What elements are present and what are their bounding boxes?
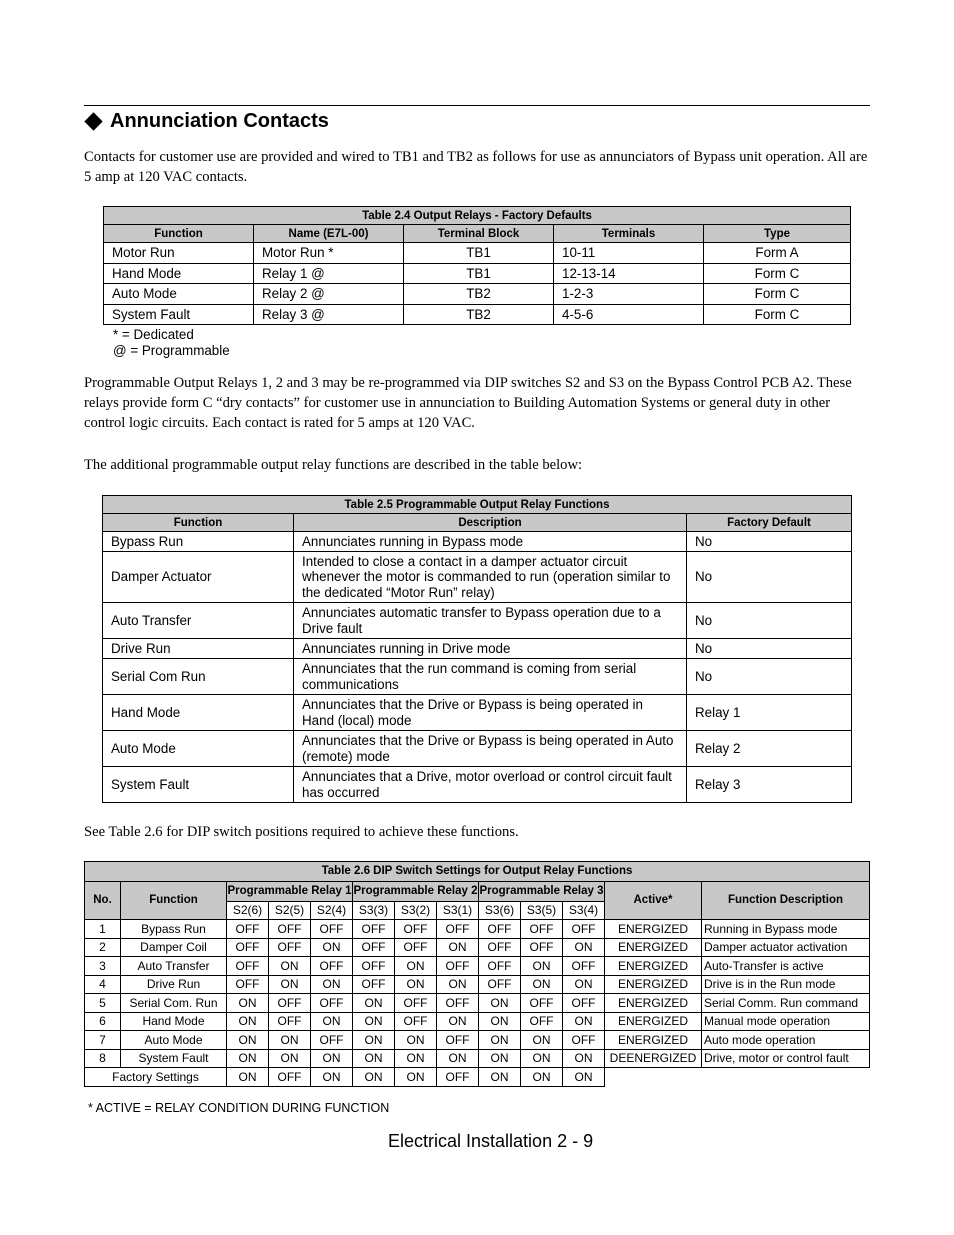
empty-cell: [702, 1068, 870, 1087]
factory-cell: ON: [311, 1068, 353, 1087]
switch-cell: OFF: [437, 1031, 479, 1050]
column-header-relay2: Programmable Relay 2: [353, 882, 479, 902]
column-header: Terminal Block: [404, 225, 554, 243]
switch-cell: OFF: [227, 920, 269, 939]
switch-cell: ON: [479, 1031, 521, 1050]
switch-cell: ON: [395, 1031, 437, 1050]
switch-cell: OFF: [311, 1031, 353, 1050]
switch-cell: OFF: [395, 1012, 437, 1031]
cell-description: Damper actuator activation: [702, 938, 870, 957]
table-row: [104, 263, 851, 284]
cell-function: Auto Mode: [104, 284, 254, 305]
column-header: Function: [104, 225, 254, 243]
switch-cell: OFF: [563, 957, 605, 976]
cell-number: 3: [85, 957, 121, 976]
cell-active: DEENERGIZED: [605, 1049, 702, 1068]
switch-header: S3(6): [479, 902, 521, 920]
dip-switch-rows: [85, 920, 870, 1068]
cell-type: Form C: [704, 284, 851, 305]
switch-cell: OFF: [227, 975, 269, 994]
table-row: [85, 938, 870, 957]
table-row: [85, 920, 870, 939]
column-header-description: Function Description: [702, 882, 870, 920]
switch-cell: ON: [269, 975, 311, 994]
cell-terminal-block: TB2: [404, 284, 554, 305]
cell-function: Auto Transfer: [121, 957, 227, 976]
cell-function: System Fault: [121, 1049, 227, 1068]
cell-function: Serial Com. Run: [121, 994, 227, 1013]
switch-cell: ON: [353, 1012, 395, 1031]
cell-number: 7: [85, 1031, 121, 1050]
switch-cell: OFF: [353, 975, 395, 994]
factory-settings-label: Factory Settings: [85, 1068, 227, 1087]
switch-cell: ON: [269, 1031, 311, 1050]
cell-number: 6: [85, 1012, 121, 1031]
switch-cell: ON: [353, 1049, 395, 1068]
cell-description: Intended to close a contact in a damper actuator circuit whenever the motor is commanded to run (operation similar to the dedicated “Motor Run” relay): [294, 552, 687, 603]
table-row: [104, 284, 851, 305]
switch-cell: ON: [479, 1012, 521, 1031]
cell-description: Manual mode operation: [702, 1012, 870, 1031]
column-header: Function: [103, 514, 294, 532]
column-header-active: Active*: [605, 882, 702, 920]
switch-cell: ON: [311, 975, 353, 994]
switch-cell: ON: [227, 994, 269, 1013]
cell-function: System Fault: [104, 304, 254, 325]
table-row: [104, 243, 851, 264]
cell-number: 4: [85, 975, 121, 994]
cell-function: System Fault: [103, 767, 294, 803]
column-header: Name (E7L-00): [254, 225, 404, 243]
note-programmable: @ = Programmable: [113, 343, 230, 358]
switch-cell: OFF: [563, 994, 605, 1013]
cell-active: ENERGIZED: [605, 1012, 702, 1031]
cell-terminals: 10-11: [554, 243, 704, 264]
cell-description: Annunciates that a Drive, motor overload or control circuit fault has occurred: [294, 767, 687, 803]
switch-cell: ON: [437, 975, 479, 994]
cell-function: Bypass Run: [103, 532, 294, 552]
header-rule: [84, 105, 870, 106]
switch-cell: ON: [227, 1049, 269, 1068]
cell-default: Relay 3: [687, 767, 852, 803]
switch-cell: ON: [437, 1049, 479, 1068]
cell-active: ENERGIZED: [605, 957, 702, 976]
table-row: [103, 731, 852, 767]
table-row: [85, 975, 870, 994]
cell-type: Form C: [704, 263, 851, 284]
switch-cell: OFF: [395, 938, 437, 957]
switch-cell: OFF: [311, 994, 353, 1013]
cell-function: Drive Run: [121, 975, 227, 994]
cell-terminals: 1-2-3: [554, 284, 704, 305]
factory-cell: OFF: [269, 1068, 311, 1087]
switch-cell: ON: [395, 1049, 437, 1068]
factory-cell: ON: [227, 1068, 269, 1087]
switch-cell: OFF: [269, 920, 311, 939]
switch-cell: OFF: [353, 938, 395, 957]
cell-function: Motor Run: [104, 243, 254, 264]
switch-cell: OFF: [521, 994, 563, 1013]
switch-cell: ON: [353, 994, 395, 1013]
page-footer: Electrical Installation 2 - 9: [388, 1131, 594, 1151]
column-header-no: No.: [85, 882, 121, 920]
switch-cell: OFF: [437, 994, 479, 1013]
output-relays-table: [103, 206, 851, 325]
switch-cell: ON: [563, 1049, 605, 1068]
cell-default: No: [687, 532, 852, 552]
switch-header: S3(3): [353, 902, 395, 920]
switch-cell: ON: [563, 1012, 605, 1031]
cell-description: Annunciates running in Drive mode: [294, 639, 687, 659]
cell-name: Relay 3 @: [254, 304, 404, 325]
cell-description: Annunciates automatic transfer to Bypass operation due to a Drive fault: [294, 603, 687, 639]
table-caption: Table 2.6 DIP Switch Settings for Output Relay Functions: [85, 862, 870, 882]
switch-cell: ON: [521, 1049, 563, 1068]
column-header: Description: [294, 514, 687, 532]
table-row: [85, 1012, 870, 1031]
column-header-relay3: Programmable Relay 3: [479, 882, 605, 902]
cell-type: Form C: [704, 304, 851, 325]
cell-description: Auto mode operation: [702, 1031, 870, 1050]
cell-description: Annunciates that the run command is coming from serial communications: [294, 659, 687, 695]
switch-cell: OFF: [479, 957, 521, 976]
diamond-bullet-icon: [84, 112, 102, 130]
cell-name: Motor Run *: [254, 243, 404, 264]
cell-active: ENERGIZED: [605, 1031, 702, 1050]
table-notes: [113, 327, 230, 359]
cell-number: 2: [85, 938, 121, 957]
column-header: Factory Default: [687, 514, 852, 532]
cell-active: ENERGIZED: [605, 938, 702, 957]
switch-cell: ON: [269, 957, 311, 976]
dip-switch-table: [84, 861, 870, 1087]
table-row: [103, 552, 852, 603]
cell-number: 5: [85, 994, 121, 1013]
cell-default: Relay 1: [687, 695, 852, 731]
switch-cell: ON: [563, 975, 605, 994]
switch-cell: ON: [395, 975, 437, 994]
cell-description: Serial Comm. Run command: [702, 994, 870, 1013]
switch-cell: OFF: [479, 975, 521, 994]
column-header-relay1: Programmable Relay 1: [227, 882, 353, 902]
cell-description: Drive is in the Run mode: [702, 975, 870, 994]
table-row: [103, 659, 852, 695]
switch-cell: OFF: [437, 957, 479, 976]
cell-function: Auto Transfer: [103, 603, 294, 639]
factory-settings-row: [85, 1068, 870, 1087]
section-heading: [84, 110, 329, 133]
switch-header: S3(2): [395, 902, 437, 920]
empty-cell: [605, 1068, 702, 1087]
switch-cell: OFF: [269, 938, 311, 957]
cell-default: No: [687, 639, 852, 659]
cell-active: ENERGIZED: [605, 975, 702, 994]
cell-function: Hand Mode: [104, 263, 254, 284]
switch-cell: OFF: [395, 920, 437, 939]
cell-default: No: [687, 659, 852, 695]
section-title: Annunciation Contacts: [110, 110, 329, 132]
cell-description: Annunciates that the Drive or Bypass is being operated in Auto (remote) mode: [294, 731, 687, 767]
switch-cell: OFF: [563, 1031, 605, 1050]
cell-type: Form A: [704, 243, 851, 264]
switch-cell: ON: [479, 994, 521, 1013]
switch-header: S3(4): [563, 902, 605, 920]
cell-terminals: 4-5-6: [554, 304, 704, 325]
cell-function: Hand Mode: [103, 695, 294, 731]
cell-description: Annunciates that the Drive or Bypass is being operated in Hand (local) mode: [294, 695, 687, 731]
table-row: [103, 767, 852, 803]
column-header: Type: [704, 225, 851, 243]
cell-terminal-block: TB1: [404, 243, 554, 264]
switch-cell: OFF: [521, 938, 563, 957]
programmable-paragraph: Programmable Output Relays 1, 2 and 3 may be re-programmed via DIP switches S2 and S3 on the Bypass Control PCB A2. These relays provide form C “dry contacts” for customer use in annunciation to Building Automation Systems or general duty in other control logic circuits. Each contact is rated for 5 amps at 120 VAC.: [84, 375, 852, 431]
switch-cell: OFF: [311, 920, 353, 939]
switch-cell: ON: [395, 957, 437, 976]
switch-cell: ON: [269, 1049, 311, 1068]
switch-cell: OFF: [521, 1012, 563, 1031]
table-row: [103, 603, 852, 639]
cell-terminals: 12-13-14: [554, 263, 704, 284]
switch-cell: OFF: [353, 957, 395, 976]
switch-header: S3(5): [521, 902, 563, 920]
table-row: [85, 1049, 870, 1068]
switch-header: S2(5): [269, 902, 311, 920]
see-table-paragraph: See Table 2.6 for DIP switch positions required to achieve these functions.: [84, 824, 519, 840]
switch-cell: OFF: [353, 920, 395, 939]
factory-cell: OFF: [437, 1068, 479, 1087]
table-row: [103, 695, 852, 731]
switch-cell: ON: [311, 1012, 353, 1031]
switch-cell: ON: [479, 1049, 521, 1068]
table-row: [103, 532, 852, 552]
switch-cell: ON: [521, 975, 563, 994]
note-dedicated: * = Dedicated: [113, 327, 194, 342]
cell-description: Auto-Transfer is active: [702, 957, 870, 976]
switch-cell: ON: [311, 938, 353, 957]
table-caption: Table 2.4 Output Relays - Factory Defaults: [104, 207, 851, 225]
switch-cell: OFF: [227, 938, 269, 957]
column-header: Terminals: [554, 225, 704, 243]
column-header-function: Function: [121, 882, 227, 920]
switch-cell: OFF: [563, 920, 605, 939]
cell-function: Serial Com Run: [103, 659, 294, 695]
cell-description: Running in Bypass mode: [702, 920, 870, 939]
cell-function: Auto Mode: [103, 731, 294, 767]
cell-function: Bypass Run: [121, 920, 227, 939]
switch-header: S3(1): [437, 902, 479, 920]
cell-function: Drive Run: [103, 639, 294, 659]
switch-cell: OFF: [479, 938, 521, 957]
cell-function: Hand Mode: [121, 1012, 227, 1031]
cell-function: Damper Coil: [121, 938, 227, 957]
factory-cell: ON: [563, 1068, 605, 1087]
switch-cell: ON: [311, 1049, 353, 1068]
table-row: [85, 957, 870, 976]
switch-cell: OFF: [311, 957, 353, 976]
switch-cell: ON: [521, 957, 563, 976]
cell-active: ENERGIZED: [605, 920, 702, 939]
cell-default: Relay 2: [687, 731, 852, 767]
cell-number: 8: [85, 1049, 121, 1068]
factory-cell: ON: [521, 1068, 563, 1087]
switch-cell: ON: [227, 1012, 269, 1031]
switch-cell: OFF: [269, 994, 311, 1013]
cell-description: Annunciates running in Bypass mode: [294, 532, 687, 552]
switch-cell: ON: [521, 1031, 563, 1050]
table-caption: Table 2.5 Programmable Output Relay Functions: [103, 496, 852, 514]
switch-header: S2(6): [227, 902, 269, 920]
intro-paragraph: Contacts for customer use are provided and wired to TB1 and TB2 as follows for use as annunciators of Bypass unit operation. All are 5 amp at 120 VAC contacts.: [84, 149, 868, 185]
factory-cell: ON: [353, 1068, 395, 1087]
factory-cell: ON: [479, 1068, 521, 1087]
cell-default: No: [687, 552, 852, 603]
switch-header: S2(4): [311, 902, 353, 920]
cell-name: Relay 2 @: [254, 284, 404, 305]
cell-number: 1: [85, 920, 121, 939]
table-row: [104, 304, 851, 325]
factory-cell: ON: [395, 1068, 437, 1087]
cell-function: Auto Mode: [121, 1031, 227, 1050]
switch-cell: ON: [227, 1031, 269, 1050]
cell-function: Damper Actuator: [103, 552, 294, 603]
cell-terminal-block: TB1: [404, 263, 554, 284]
switch-cell: ON: [437, 1012, 479, 1031]
switch-cell: ON: [353, 1031, 395, 1050]
switch-cell: OFF: [269, 1012, 311, 1031]
cell-description: Drive, motor or control fault: [702, 1049, 870, 1068]
switch-cell: OFF: [227, 957, 269, 976]
table-row: [85, 994, 870, 1013]
active-footnote: * ACTIVE = RELAY CONDITION DURING FUNCTION: [88, 1101, 390, 1115]
switch-cell: OFF: [521, 920, 563, 939]
cell-default: No: [687, 603, 852, 639]
programmable-functions-table: [102, 495, 852, 803]
table-row: [103, 639, 852, 659]
cell-name: Relay 1 @: [254, 263, 404, 284]
switch-cell: OFF: [395, 994, 437, 1013]
switch-cell: ON: [437, 938, 479, 957]
switch-cell: ON: [563, 938, 605, 957]
table-row: [85, 1031, 870, 1050]
cell-terminal-block: TB2: [404, 304, 554, 325]
cell-active: ENERGIZED: [605, 994, 702, 1013]
additional-paragraph: The additional programmable output relay functions are described in the table below:: [84, 457, 583, 473]
switch-cell: OFF: [479, 920, 521, 939]
switch-cell: OFF: [437, 920, 479, 939]
